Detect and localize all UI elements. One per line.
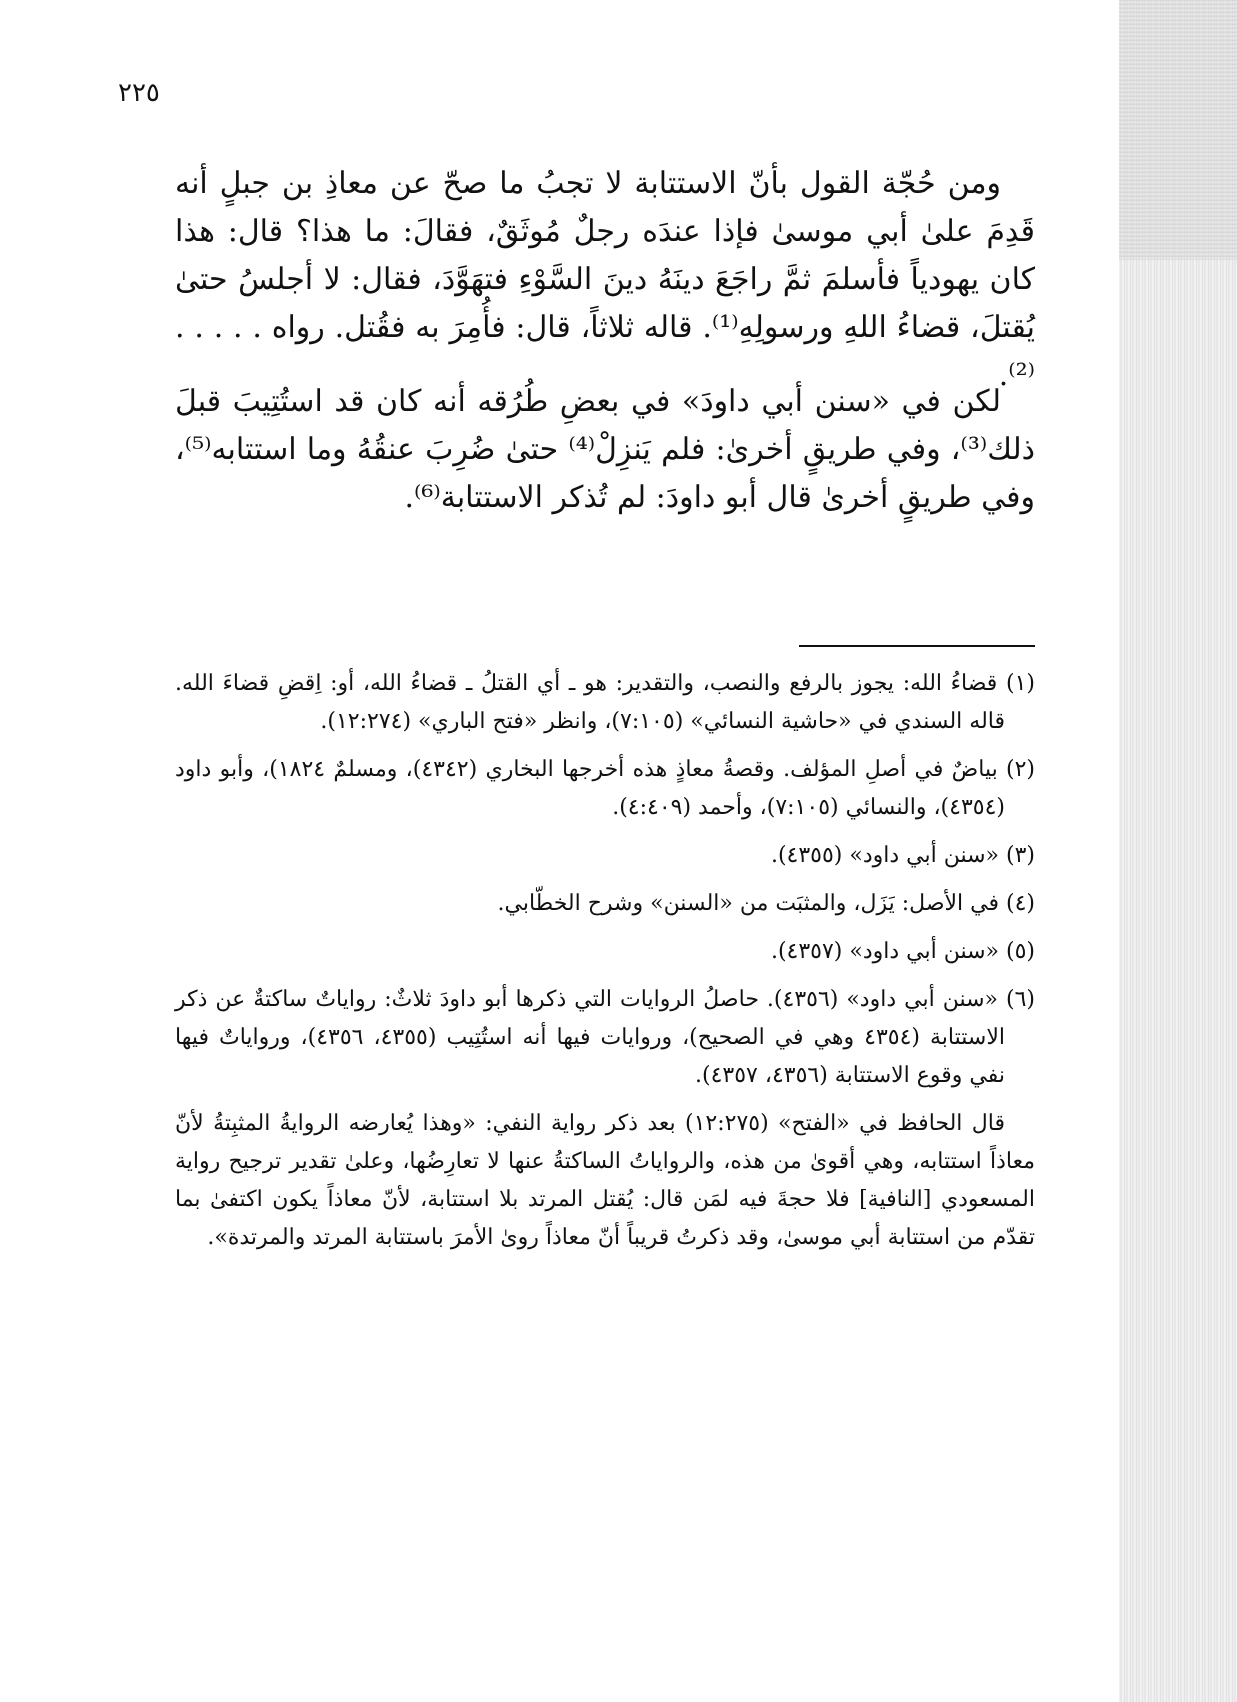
footnote-6: (٦) «سنن أبي داود» (٤٣٥٦). حاصلُ الروايات التي ذكرها أبو داودَ ثلاثٌ: رواياتٌ ساكتةٌ عن ذكر الاستتابة (٤٣٥٤ وهي في الصحيح)، وروايات فيها أنه استُتِيب (٤٣٥٥، ٤٣٥٦)، ورواياتٌ فيها نفي وقوع الاستتابة (٤٣٥٦، ٤٣٥٧).: [175, 987, 1036, 1088]
main-text-paragraph-1: [175, 160, 1035, 400]
page-number: ٢٢٥: [118, 78, 160, 108]
footnote-separator: [799, 645, 1035, 647]
page-edge-shadow-top: [1119, 0, 1237, 260]
footnote-1: (١) قضاءُ الله: يجوز بالرفع والنصب، والتقدير: هو ـ أي القتلُ ـ قضاءُ الله، أو: اِقضِ قضاءَ الله. قاله السندي في «حاشية النسائي» (٧:١٠٥)، وانظر «فتح الباري» (١٢:٢٧٤).: [175, 671, 1035, 734]
footnote-5: (٥) «سنن أبي داود» (٤٣٥٧).: [770, 939, 1035, 964]
footnote-3: (٣) «سنن أبي داود» (٤٣٥٥).: [770, 843, 1035, 868]
paragraph-text: ومن حُجّة القول بأنّ الاستتابة لا تجبُ ما صحّ عن معاذِ بن جبلٍ أنه قَدِمَ علىٰ أبي موسىٰ فإذا عندَه رجلٌ مُوثَقٌ، فقالَ: ما هذا؟ قال: هذا كان يهودياً فأسلمَ ثمَّ راجَعَ دينَهُ دينَ السَّوْءِ فتهَوَّدَ، فقال: لا أجلسُ حتىٰ يُقتلَ، قضاءُ اللهِ ورسولِهِ⁽¹⁾. قاله ثلاثاً، قال: فأُمِرَ به فقُتل. رواه . . . . .⁽²⁾.: [175, 166, 1035, 393]
main-text-paragraph-2: [175, 378, 1035, 522]
footnote-6-continuation: قال الحافظ في «الفتح» (١٢:٢٧٥) بعد ذكر رواية النفي: «وهذا يُعارضه الروايةُ المثبِتةُ لأنّ معاذاً استتابه، وهي أقوىٰ من هذه، والرواياتُ الساكتةُ عنها لا تعارِضُها، وعلىٰ تقدير ترجيح رواية المسعودي [النافية] فلا حجةَ فيه لمَن قال: يُقتل المرتد بلا استتابة، لأنّ معاذاً يكون اكتفىٰ بما تقدّم من استتابة أبي موسىٰ، وقد ذكرتُ قريباً أنّ معاذاً روىٰ الأمرَ باستتابة المرتد والمرتدة».: [175, 1111, 1035, 1250]
footnotes: [175, 665, 1035, 1257]
footnote-4: (٤) في الأصل: يَزَل، والمثبَت من «السنن» وشرح الخطّابي.: [497, 891, 1035, 916]
paragraph-text: لكن في «سنن أبي داودَ» في بعضِ طُرُقه أنه كان قد استُتِيبَ قبلَ ذلك⁽³⁾، وفي طريقٍ أخرىٰ: فلم يَنزِلْ⁽⁴⁾ حتىٰ ضُرِبَ عنقُهُ وما استتابه⁽⁵⁾، وفي طريقٍ أخرىٰ قال أبو داودَ: لم تُذكر الاستتابة⁽⁶⁾.: [175, 384, 1035, 515]
footnote-2: (٢) بياضٌ في أصلِ المؤلف. وقصةُ معاذٍ هذه أخرجها البخاري (٤٣٤٢)، ومسلمٌ ١٨٢٤)، وأبو داود (٤٣٥٤)، والنسائي (٧:١٠٥)، وأحمد (٤:٤٠٩).: [175, 757, 1036, 820]
